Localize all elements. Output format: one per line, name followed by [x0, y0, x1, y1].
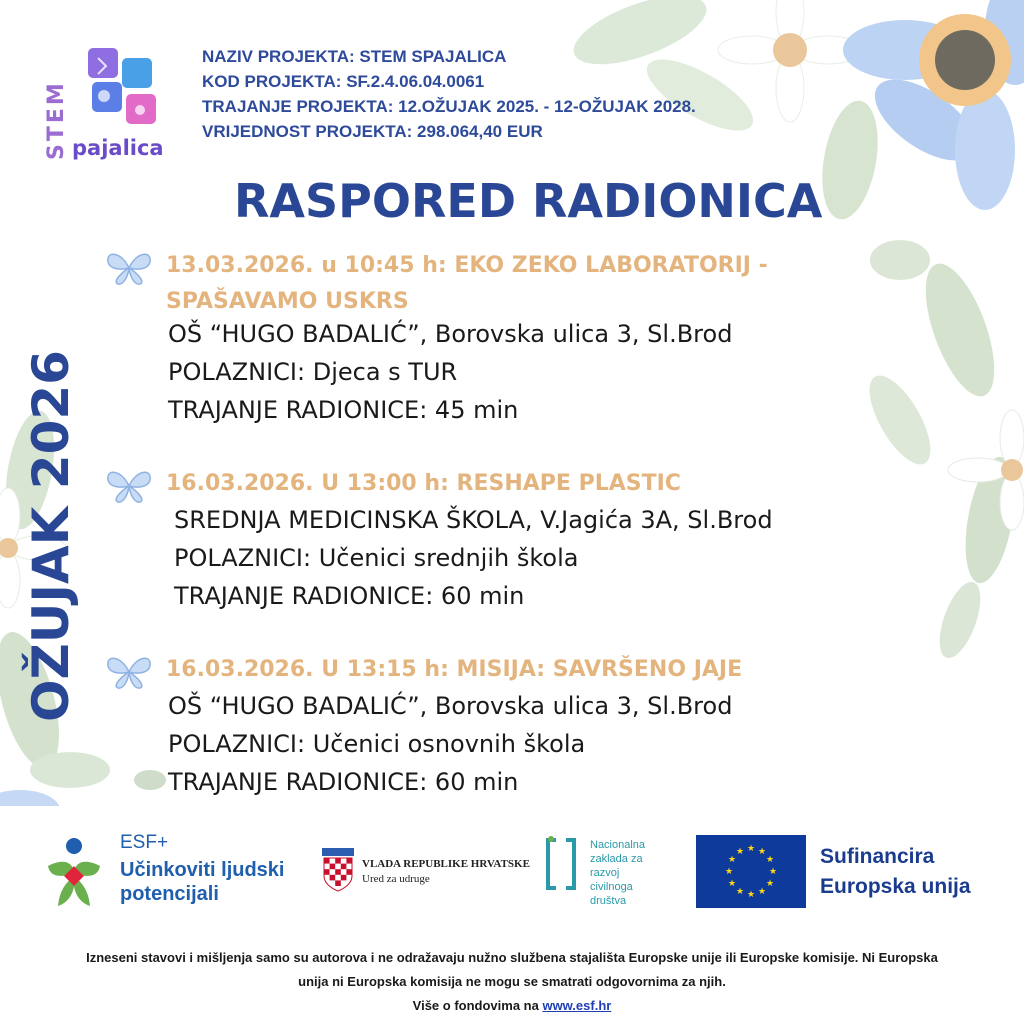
nzrcd-line: Nacionalna: [590, 839, 646, 851]
esf-label: ESF+: [120, 832, 169, 853]
esf-logo: [38, 832, 308, 916]
nzrcd-line: zaklada za: [590, 853, 643, 865]
workshop-title: 16.03.2026. U 13:00 h: RESHAPE PLASTIC: [166, 471, 681, 496]
eu-stars-icon: [696, 835, 806, 908]
bracket-logo-icon: [544, 836, 578, 892]
eu-text-line2: Europska unija: [820, 875, 971, 898]
svg-text:★: ★: [727, 855, 737, 865]
project-value: VRIJEDNOST PROJEKTA: 298.064,40 EUR: [202, 122, 543, 141]
esf-website-link[interactable]: www.esf.hr: [542, 998, 612, 1013]
vlada-logo: [320, 848, 530, 896]
esf-program-name: [120, 858, 284, 906]
croatian-coat-of-arms-icon: [320, 848, 356, 892]
project-name: NAZIV PROJEKTA: STEM SPAJALICA: [202, 47, 507, 66]
esf-program-line1: Učinkoviti ljudski: [120, 859, 285, 881]
workshop-item: [104, 652, 794, 802]
svg-text:★: ★: [735, 847, 745, 857]
butterfly-icon: [104, 468, 154, 504]
butterfly-icon: [104, 250, 154, 286]
workshop-participants: POLAZNICI: Učenici osnovnih škola: [168, 730, 586, 758]
workshop-duration: TRAJANJE RADIONICE: 60 min: [168, 768, 519, 796]
vlada-office: Ured za udruge: [362, 873, 430, 885]
nzrcd-name: [590, 838, 645, 908]
esf-flower-icon: [38, 836, 110, 912]
eu-text-line1: Sufinancira: [820, 845, 935, 868]
svg-text:★: ★: [727, 879, 737, 889]
logo-stem-text: STEM: [44, 80, 69, 160]
butterfly-icon: [104, 654, 154, 690]
workshop-participants: POLAZNICI: Učenici srednjih škola: [174, 544, 579, 572]
workshop-duration: TRAJANJE RADIONICE: 60 min: [174, 582, 525, 610]
nzrcd-logo: [544, 830, 674, 916]
svg-text:★: ★: [768, 867, 778, 877]
esf-program-line2: potencijali: [120, 883, 219, 905]
svg-text:★: ★: [765, 855, 775, 865]
eu-cofinancing-text: [820, 842, 971, 902]
workshop-location: OŠ “HUGO BADALIĆ”, Borovska ulica 3, Sl.Brod: [168, 320, 733, 348]
workshop-location: SREDNJA MEDICINSKA ŠKOLA, V.Jagića 3A, Sl.Brod: [174, 506, 773, 534]
workshop-participants: POLAZNICI: Djeca s TUR: [168, 358, 458, 386]
workshop-duration: TRAJANJE RADIONICE: 45 min: [168, 396, 519, 424]
workshop-title: 16.03.2026. U 13:15 h: MISIJA: SAVRŠENO JAJE: [166, 657, 743, 682]
svg-text:★: ★: [765, 879, 775, 889]
svg-text:★: ★: [746, 890, 756, 900]
disclaimer-line1: Izneseni stavovi i mišljenja samo su autorova i ne odražavaju nužno službena stajališta Europske unije ili Europske komisije. Ni Europska: [86, 950, 938, 965]
month-label: OŽUJAK 2026: [22, 350, 80, 722]
disclaimer-prefix: Više o fondovima na: [412, 998, 543, 1013]
vlada-name: VLADA REPUBLIKE HRVATSKE: [362, 858, 530, 870]
stem-spajalica-logo: [44, 44, 169, 169]
workshop-item: [104, 466, 794, 616]
project-duration: TRAJANJE PROJEKTA: 12.OŽUJAK 2025. - 12-OŽUJAK 2028.: [202, 97, 696, 116]
nzrcd-line: društva: [590, 895, 627, 907]
disclaimer-line3: [0, 994, 1024, 1018]
svg-text:★: ★: [724, 867, 734, 877]
workshop-item: [104, 248, 794, 438]
puzzle-cubes-icon: [82, 44, 162, 136]
nzrcd-line: civilnoga: [590, 881, 633, 893]
page-title: RASPORED RADIONICA: [234, 174, 823, 228]
nzrcd-line: razvoj: [590, 867, 620, 879]
svg-text:★: ★: [746, 844, 756, 854]
disclaimer-line2: unija ni Europska komisija ne mogu se smatrati odgovornima za njih.: [298, 974, 726, 989]
eu-flag-icon: [696, 835, 806, 908]
workshop-location: OŠ “HUGO BADALIĆ”, Borovska ulica 3, Sl.Brod: [168, 692, 733, 720]
project-info: [202, 44, 696, 144]
project-code: KOD PROJEKTA: SF.2.4.06.04.0061: [202, 72, 485, 91]
disclaimer: [0, 946, 1024, 1018]
svg-text:★: ★: [757, 887, 767, 897]
svg-text:★: ★: [757, 847, 767, 857]
workshop-title: 13.03.2026. u 10:45 h: EKO ZEKO LABORATORIJ - SPAŠAVAMO USKRS: [166, 253, 768, 314]
logo-brand-text: pajalica: [72, 136, 164, 160]
svg-text:★: ★: [735, 887, 745, 897]
